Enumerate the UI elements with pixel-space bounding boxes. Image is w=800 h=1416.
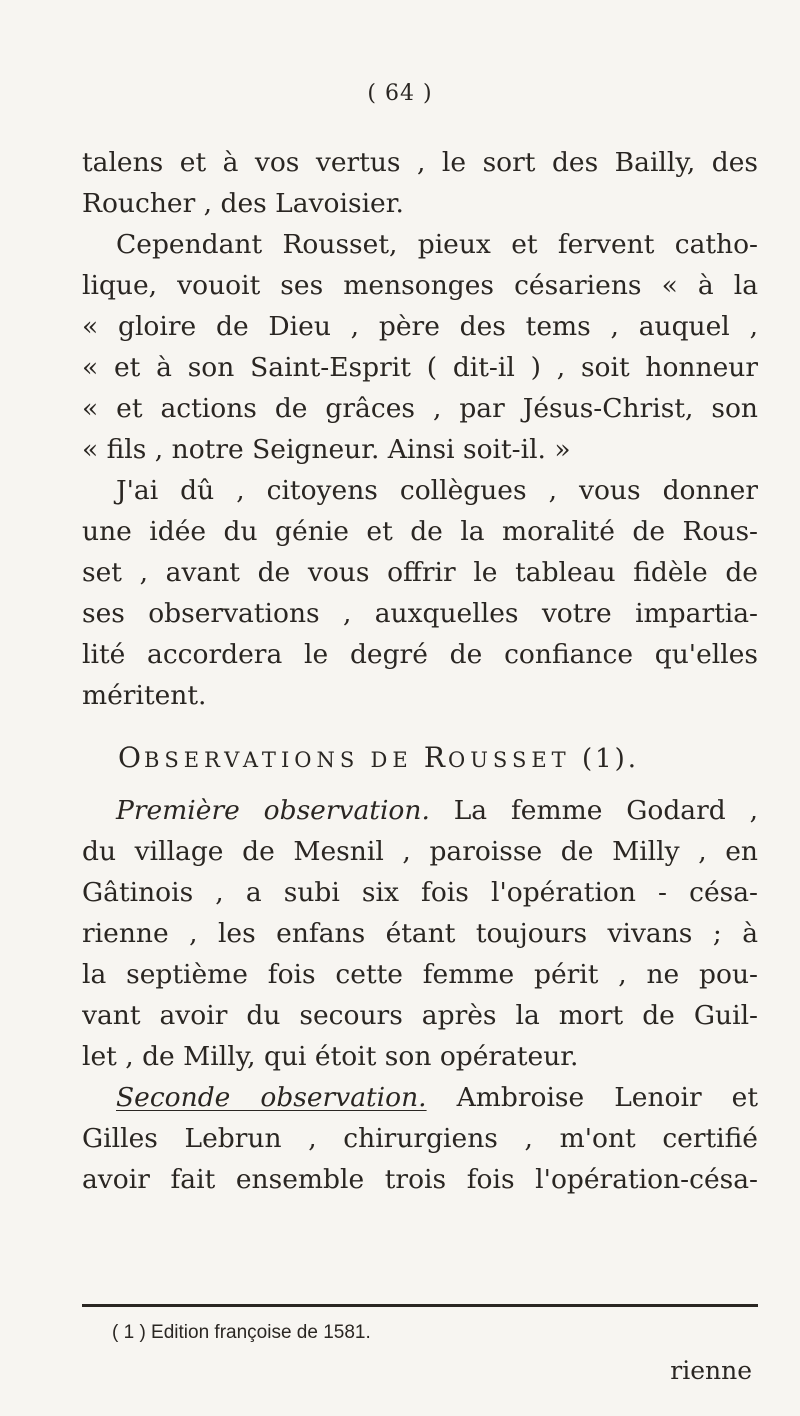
text-line: « fils , notre Seigneur. Ainsi soit-il. » [82, 434, 571, 465]
text-line: lique, vouoit ses mensonges césariens « à la [82, 270, 758, 301]
text-line: Roucher , des Lavoisier. [82, 188, 404, 219]
text-line: la septième fois cette femme périt , ne pou- [82, 959, 758, 990]
text-line: Cependant Rousset, pieux et fervent catho- [116, 229, 758, 260]
text-line: une idée du génie et de la moralité de Rous- [82, 516, 758, 547]
footnote-reference: (1). [581, 744, 640, 774]
text-line: vant avoir du secours après la mort de Guil- [82, 1000, 758, 1031]
body-text [82, 142, 758, 1200]
text-line: « gloire de Dieu , père des tems , auquel , [82, 311, 758, 342]
observation-label: Première observation. [116, 795, 430, 826]
text-line: ses observations , auxquelles votre impartia- [82, 598, 758, 629]
text-line: avoir fait ensemble trois fois l'opération-césa- [82, 1164, 758, 1195]
observation-first-line: Seconde observation. Ambroise Lenoir et [116, 1082, 758, 1113]
text-line: « et actions de grâces , par Jésus-Christ, son [82, 393, 758, 424]
text-line: rienne , les enfans étant toujours vivans ; à [82, 918, 758, 949]
text-line: lité accordera le degré de confiance qu'elles [82, 639, 758, 670]
text-line: Gilles Lebrun , chirurgiens , m'ont certifié [82, 1123, 758, 1154]
page-number: ( 64 ) [367, 81, 433, 106]
footnote: ( 1 ) Edition françoise de 1581. [112, 1322, 371, 1343]
text-line: let , de Milly, qui étoit son opérateur. [82, 1041, 579, 1072]
observation-label: Seconde observation. [116, 1082, 427, 1113]
text-line: méritent. [82, 680, 207, 711]
catchword: rienne [670, 1356, 752, 1385]
text-line: talens et à vos vertus , le sort des Bailly, des [82, 147, 758, 178]
text-line: « et à son Saint-Esprit ( dit-il ) , soit honneur [82, 352, 758, 383]
text-line: Gâtinois , a subi six fois l'opération - césa- [82, 877, 758, 908]
footnote-rule [82, 1304, 758, 1307]
text-line: du village de Mesnil , paroisse de Milly , en [82, 836, 758, 867]
text-line: set , avant de vous offrir le tableau fidèle de [82, 557, 758, 588]
text-line: J'ai dû , citoyens collègues , vous donner [116, 475, 758, 506]
section-heading: OBSERVATIONS DE ROUSSET (1). [118, 741, 640, 774]
observation-first-line: Première observation. La femme Godard , [116, 795, 758, 826]
